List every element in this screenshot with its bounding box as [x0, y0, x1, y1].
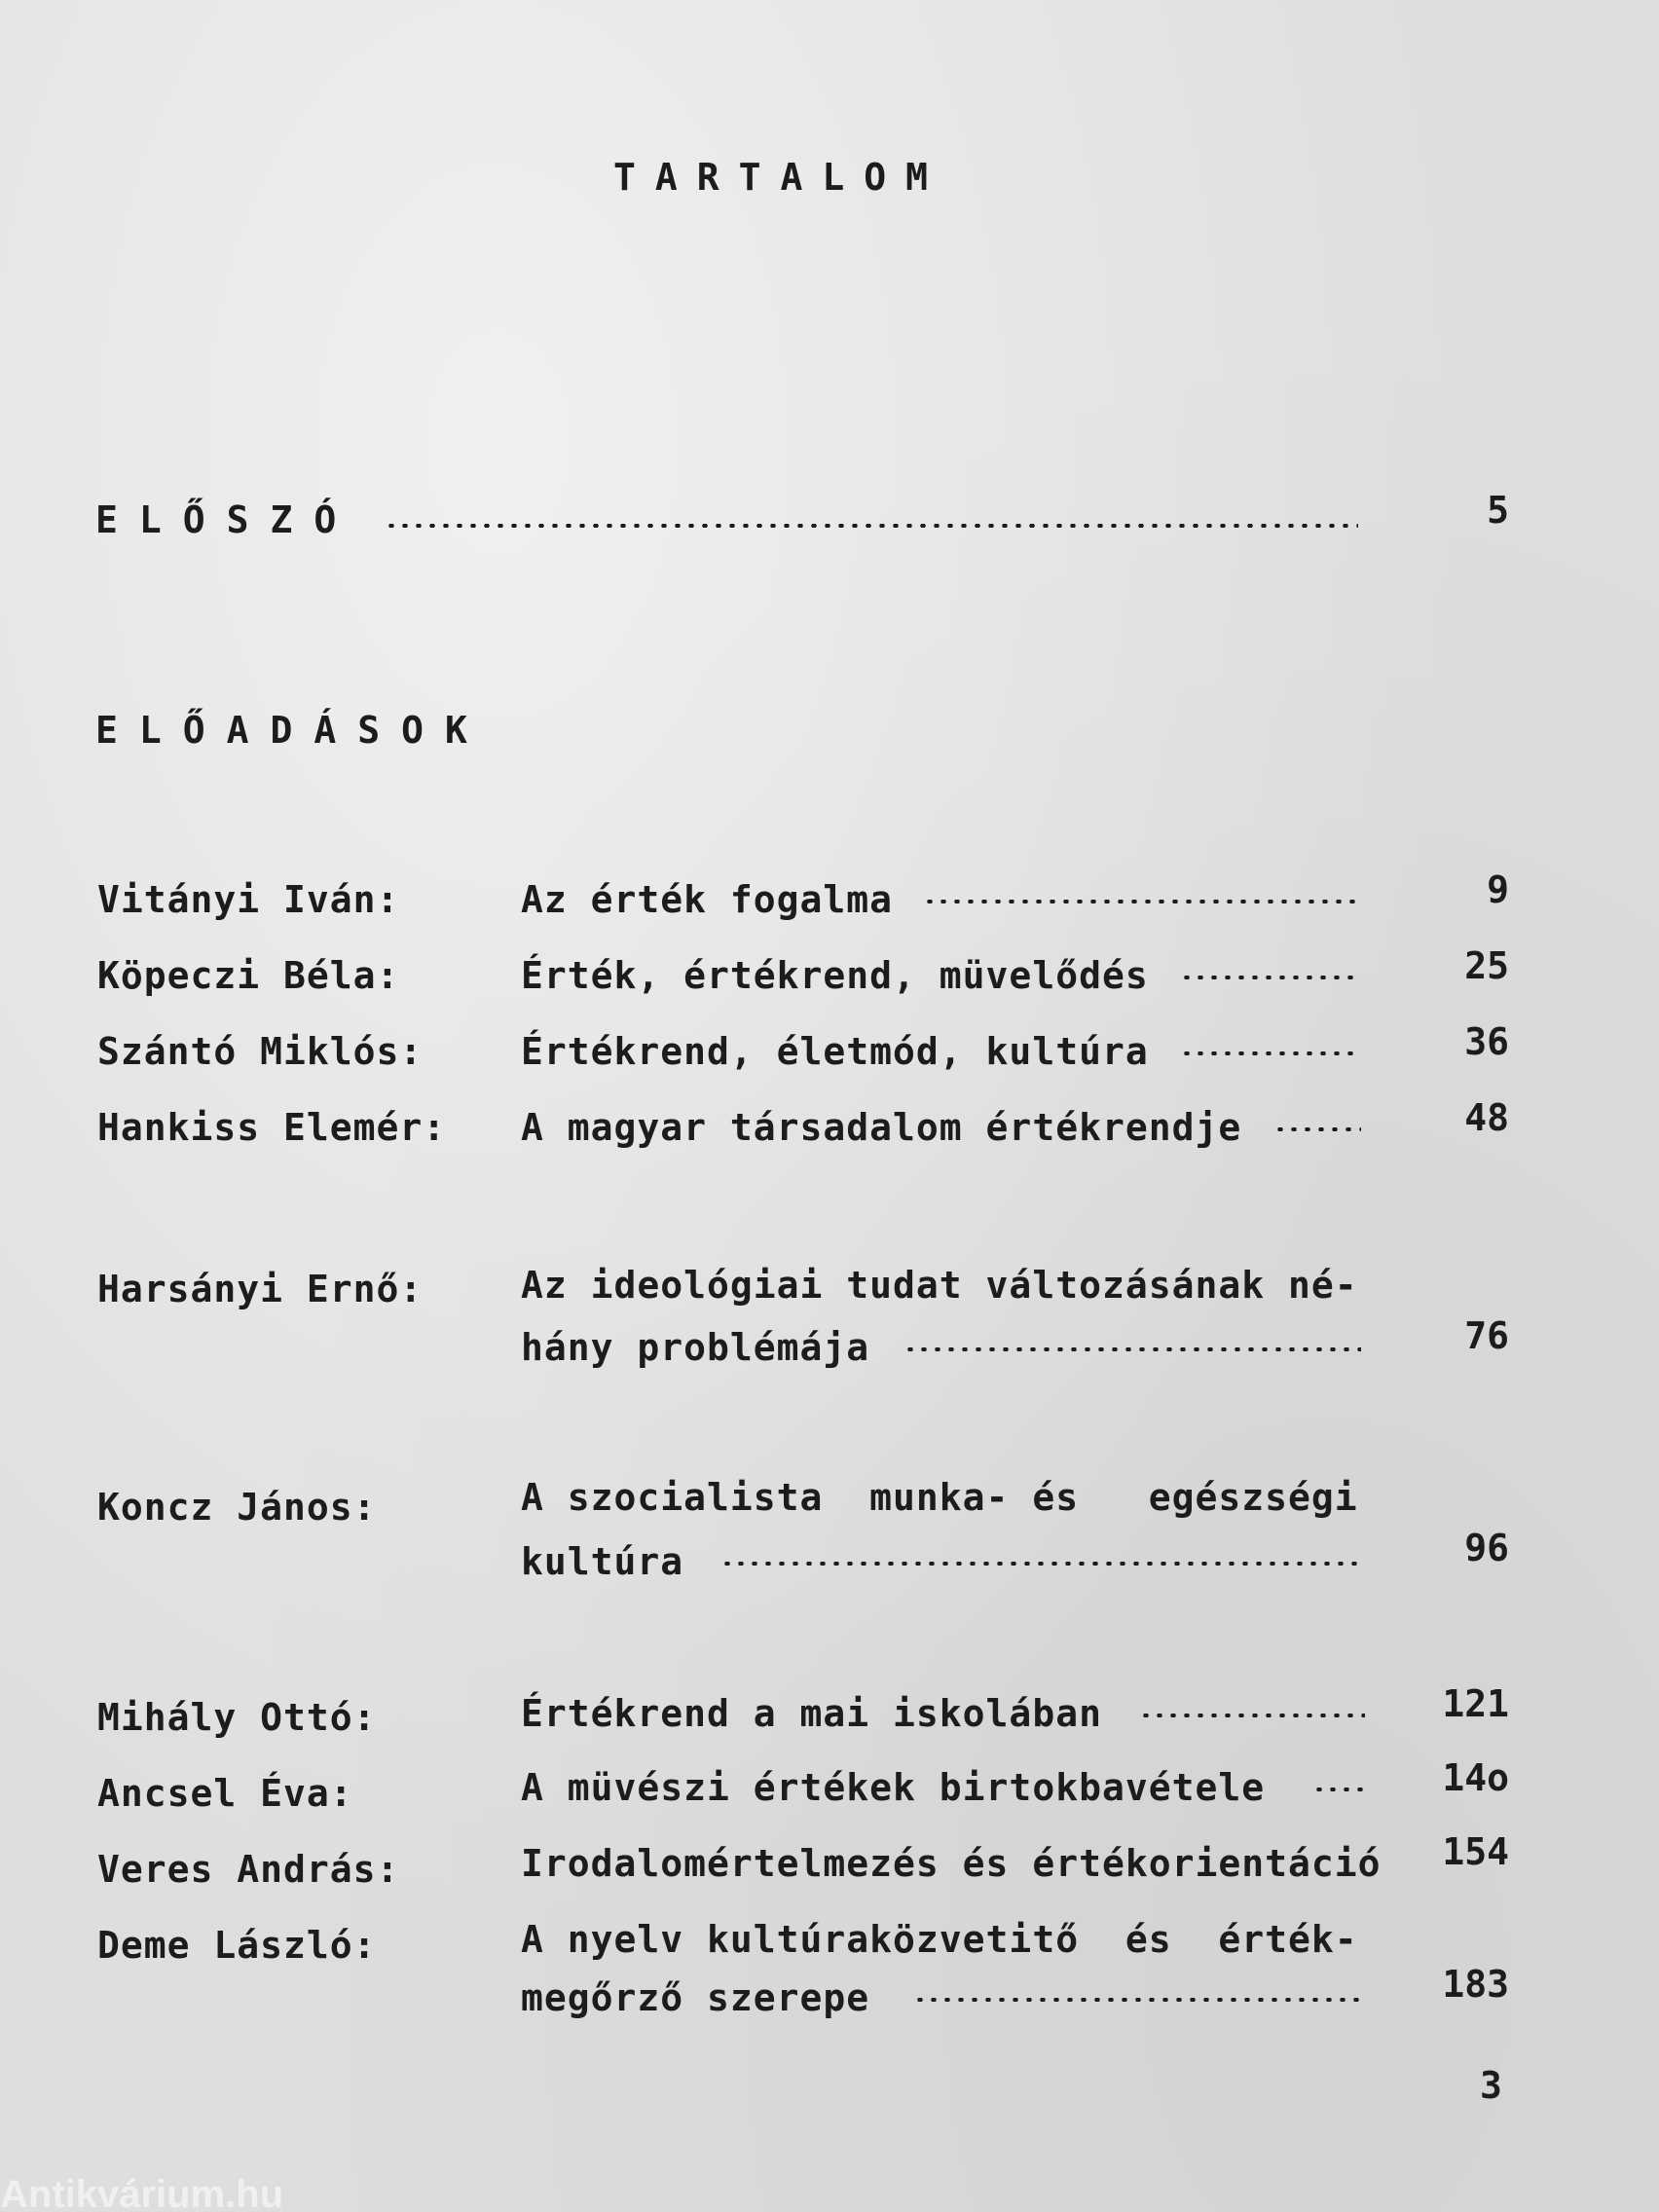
entry-page-number: 154	[1442, 1830, 1509, 1873]
lectures-heading: ELŐADÁSOK	[95, 709, 489, 752]
entry-title-line: A nyelv kultúraközvetitő és érték-	[521, 1918, 1358, 1961]
entry-page-number: 76	[1464, 1314, 1509, 1357]
foreword-page-number: 5	[1487, 489, 1509, 532]
folio-page-number: 3	[1480, 2064, 1502, 2107]
entry-title-line: A szocialista munka- és egészségi	[521, 1476, 1358, 1519]
page-title: TARTALOM	[613, 156, 948, 199]
entry-title: Irodalomértelmezés és értékorientáció	[521, 1842, 1382, 1885]
leader-dots	[913, 1998, 1367, 2002]
entry-page-number: 121	[1442, 1682, 1509, 1725]
entry-page-number: 36	[1464, 1020, 1509, 1063]
entry-title: Értékrend, életmód, kultúra	[521, 1030, 1149, 1073]
foreword-heading: ELŐSZÓ	[95, 498, 358, 541]
entry-page-number: 25	[1464, 944, 1509, 987]
entry-author: Veres András:	[97, 1848, 400, 1891]
entry-title-line: megőrző szerepe	[521, 1976, 870, 2019]
leader-dots	[903, 1347, 1361, 1351]
entry-author: Mihály Ottó:	[97, 1696, 377, 1739]
entry-author: Köpeczi Béla:	[97, 954, 400, 997]
entry-author: Szántó Miklós:	[97, 1030, 424, 1073]
entry-title-line: kultúra	[521, 1540, 684, 1583]
leader-dots	[923, 900, 1361, 903]
entry-title-line: hány problémája	[521, 1326, 870, 1369]
entry-author: Vitányi Iván:	[97, 878, 400, 921]
entry-page-number: 183	[1442, 1963, 1509, 2006]
leader-dots	[720, 1562, 1363, 1566]
entry-page-number: 96	[1464, 1527, 1509, 1569]
entry-title: A magyar társadalom értékrendje	[521, 1106, 1242, 1149]
leader-dots	[385, 524, 1358, 528]
leader-dots	[1180, 976, 1361, 979]
entry-author: Ancsel Éva:	[97, 1772, 353, 1815]
entry-author: Hankiss Elemér:	[97, 1106, 447, 1149]
entry-title: Az érték fogalma	[521, 878, 894, 921]
leader-dots	[1139, 1714, 1365, 1717]
entry-author: Harsányi Ernő:	[97, 1268, 424, 1310]
entry-title-line: Az ideológiai tudat változásának né-	[521, 1264, 1358, 1307]
entry-page-number: 14o	[1442, 1756, 1509, 1799]
entry-title: Értékrend a mai iskolában	[521, 1692, 1102, 1735]
entry-page-number: 48	[1464, 1096, 1509, 1139]
entry-author: Deme László:	[97, 1924, 377, 1967]
entry-title: A müvészi értékek birtokbavétele	[521, 1766, 1266, 1809]
entry-author: Koncz János:	[97, 1486, 377, 1529]
leader-dots	[1273, 1127, 1361, 1131]
watermark-logo: Antikvárium.hu	[0, 2173, 284, 2212]
leader-dots	[1180, 1051, 1361, 1055]
entry-page-number: 9	[1487, 868, 1509, 911]
entry-title: Érték, értékrend, müvelődés	[521, 954, 1149, 997]
